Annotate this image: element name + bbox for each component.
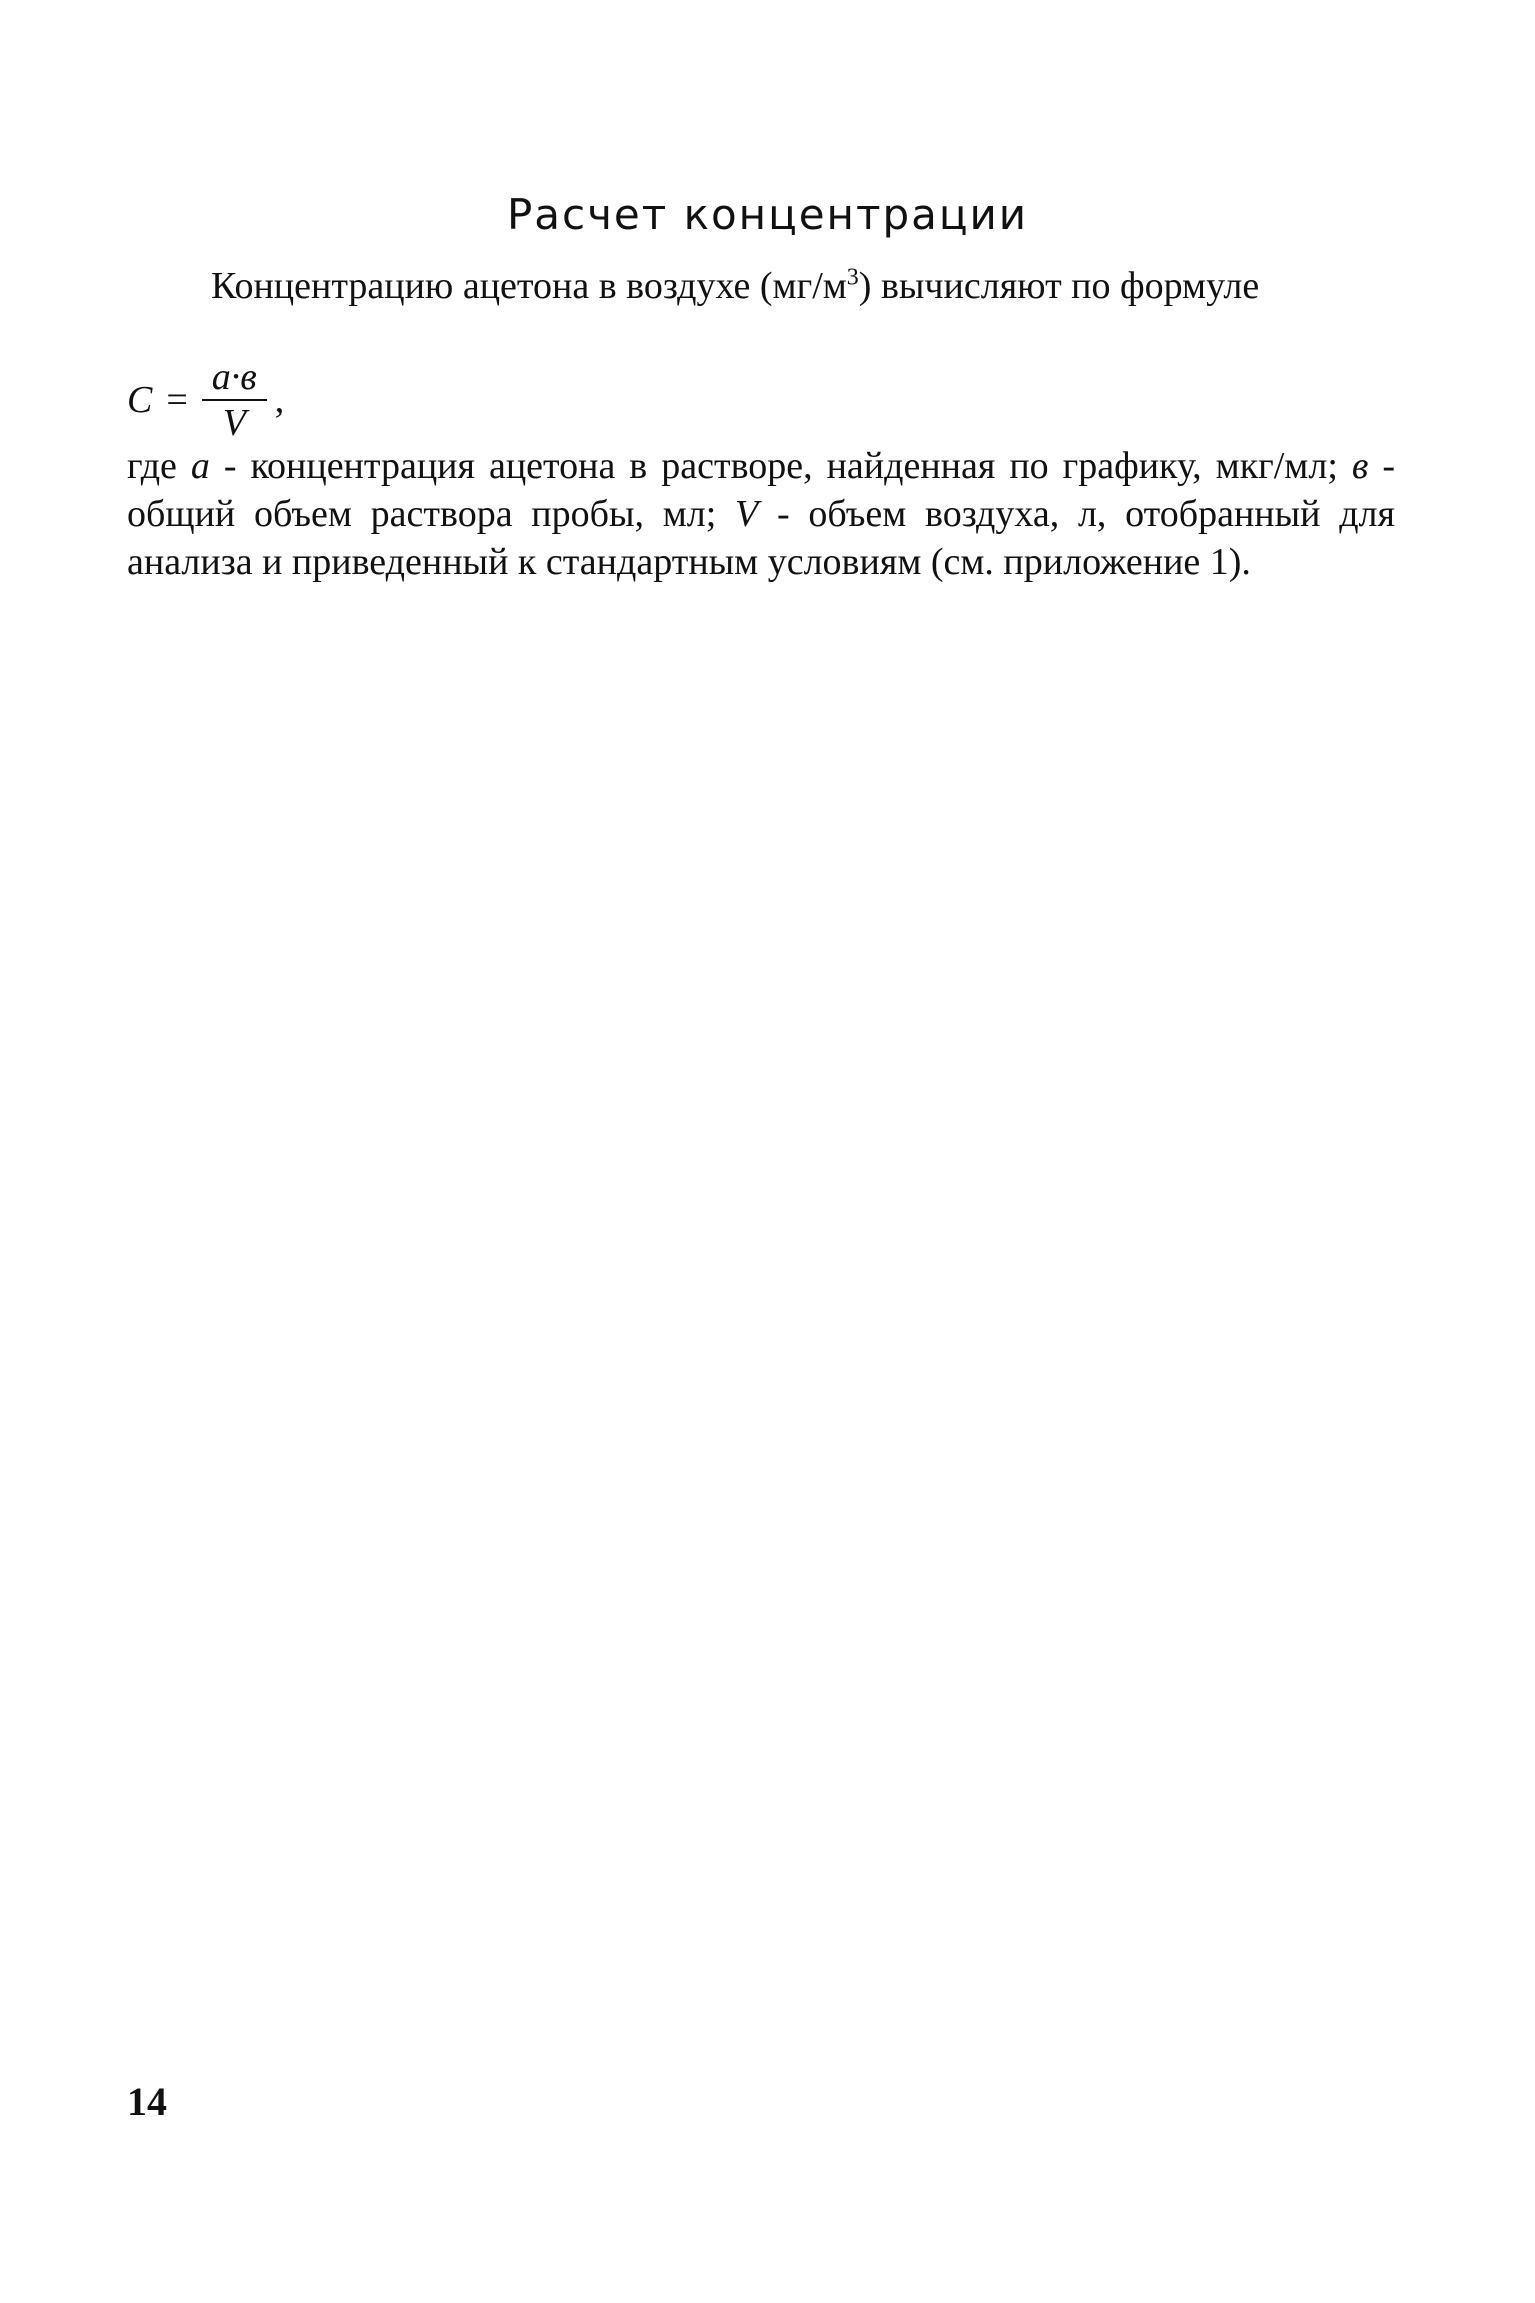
- formula-fraction: [202, 357, 267, 443]
- where-text-2: - концентрация ацетона в растворе, найденная по графику, мкг/мл;: [209, 445, 1352, 487]
- variables-explanation: [127, 442, 1395, 586]
- intro-paragraph: [127, 262, 1395, 310]
- where-text-1: где: [127, 445, 191, 487]
- concentration-formula: [127, 350, 284, 450]
- section-title: Расчет концентрации: [506, 190, 1029, 239]
- formula-lhs: C: [127, 379, 153, 421]
- formula-comma: ,: [274, 379, 285, 421]
- page-number: 14: [127, 2079, 167, 2124]
- where-text-3: - общий объем раствора пробы, мл;: [127, 445, 1395, 535]
- formula-numerator: a·в: [202, 357, 267, 401]
- formula-equals: =: [166, 379, 188, 421]
- variable-v-upper: V: [735, 493, 759, 535]
- formula-denominator: V: [222, 402, 246, 444]
- intro-text: Концентрацию ацетона в воздухе (мг/м: [211, 265, 847, 307]
- variable-a: a: [190, 445, 210, 487]
- variable-v-lower: в: [1351, 445, 1369, 487]
- where-text-4: - объем воздуха, л, отобранный для анализа и приведенный к стандартным условиям (см. приложение 1).: [127, 493, 1395, 583]
- unit-exponent: 3: [846, 264, 859, 291]
- intro-text-end: ) вычисляют по формуле: [858, 265, 1260, 307]
